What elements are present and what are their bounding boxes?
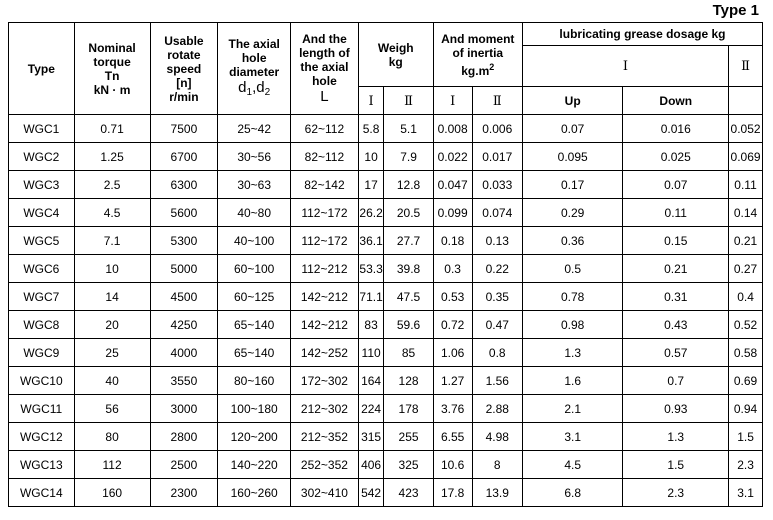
cell-diameter: 40~80 <box>218 199 291 227</box>
cell-length: 142~252 <box>291 339 359 367</box>
cell-length: 172~302 <box>291 367 359 395</box>
header-weight: Weigh kg <box>358 23 433 87</box>
cell-type: WGC14 <box>9 479 75 507</box>
cell-type: WGC6 <box>9 255 75 283</box>
cell-length: 82~142 <box>291 171 359 199</box>
cell-grease-down: 0.07 <box>623 171 729 199</box>
header-type: Type <box>9 23 75 115</box>
cell-torque: 112 <box>74 451 150 479</box>
header-speed: Usable rotate speed [n] r/min <box>150 23 218 115</box>
cell-weight-i: 315 <box>358 423 384 451</box>
cell-grease-down: 0.43 <box>623 311 729 339</box>
cell-length: 82~112 <box>291 143 359 171</box>
cell-grease-down: 0.025 <box>623 143 729 171</box>
cell-inertia-i: 1.27 <box>433 367 472 395</box>
cell-inertia-i: 0.099 <box>433 199 472 227</box>
header-diameter: The axial hole diameter $d_1,d_2$ <box>218 23 291 115</box>
cell-grease-down: 2.3 <box>623 479 729 507</box>
cell-torque: 14 <box>74 283 150 311</box>
cell-inertia-ii: 4.98 <box>472 423 522 451</box>
cell-weight-ii: 20.5 <box>384 199 433 227</box>
cell-grease-up: 6.8 <box>522 479 623 507</box>
cell-type: WGC1 <box>9 115 75 143</box>
cell-inertia-i: 0.53 <box>433 283 472 311</box>
cell-length: 142~212 <box>291 311 359 339</box>
cell-grease-up: 0.78 <box>522 283 623 311</box>
cell-inertia-ii: 13.9 <box>472 479 522 507</box>
cell-type: WGC4 <box>9 199 75 227</box>
cell-weight-i: 164 <box>358 367 384 395</box>
table-row <box>9 367 763 395</box>
table-row <box>9 395 763 423</box>
cell-type: WGC10 <box>9 367 75 395</box>
cell-grease-ii: 0.11 <box>729 171 763 199</box>
cell-weight-ii: 12.8 <box>384 171 433 199</box>
cell-inertia-ii: 0.006 <box>472 115 522 143</box>
table-body <box>9 115 763 507</box>
cell-inertia-i: 0.3 <box>433 255 472 283</box>
cell-type: WGC2 <box>9 143 75 171</box>
cell-inertia-i: 10.6 <box>433 451 472 479</box>
cell-speed: 3550 <box>150 367 218 395</box>
cell-length: 142~212 <box>291 283 359 311</box>
cell-diameter: 120~200 <box>218 423 291 451</box>
header-weight-i: Ⅰ <box>358 87 384 115</box>
table-row <box>9 171 763 199</box>
cell-type: WGC3 <box>9 171 75 199</box>
cell-weight-ii: 85 <box>384 339 433 367</box>
header-length: And the length of the axial hole L <box>291 23 359 115</box>
cell-grease-up: 1.6 <box>522 367 623 395</box>
cell-speed: 2800 <box>150 423 218 451</box>
cell-grease-up: 0.98 <box>522 311 623 339</box>
cell-weight-ii: 255 <box>384 423 433 451</box>
table-row <box>9 283 763 311</box>
cell-weight-ii: 59.6 <box>384 311 433 339</box>
cell-weight-i: 10 <box>358 143 384 171</box>
cell-grease-ii: 0.27 <box>729 255 763 283</box>
cell-grease-ii: 0.14 <box>729 199 763 227</box>
cell-inertia-i: 0.047 <box>433 171 472 199</box>
cell-diameter: 80~160 <box>218 367 291 395</box>
cell-grease-ii: 1.5 <box>729 423 763 451</box>
cell-weight-ii: 178 <box>384 395 433 423</box>
cell-grease-ii: 0.052 <box>729 115 763 143</box>
cell-length: 112~212 <box>291 255 359 283</box>
cell-length: 212~352 <box>291 423 359 451</box>
cell-grease-down: 0.016 <box>623 115 729 143</box>
cell-grease-down: 0.15 <box>623 227 729 255</box>
cell-speed: 5300 <box>150 227 218 255</box>
cell-torque: 56 <box>74 395 150 423</box>
cell-speed: 5000 <box>150 255 218 283</box>
cell-torque: 25 <box>74 339 150 367</box>
cell-inertia-i: 0.72 <box>433 311 472 339</box>
cell-inertia-ii: 1.56 <box>472 367 522 395</box>
cell-type: WGC8 <box>9 311 75 339</box>
cell-grease-up: 0.36 <box>522 227 623 255</box>
table-row <box>9 451 763 479</box>
cell-inertia-ii: 0.13 <box>472 227 522 255</box>
cell-inertia-i: 0.18 <box>433 227 472 255</box>
cell-weight-i: 71.1 <box>358 283 384 311</box>
cell-grease-ii: 0.58 <box>729 339 763 367</box>
cell-type: WGC9 <box>9 339 75 367</box>
cell-weight-i: 17 <box>358 171 384 199</box>
table-row <box>9 423 763 451</box>
cell-torque: 7.1 <box>74 227 150 255</box>
cell-grease-ii: 0.94 <box>729 395 763 423</box>
cell-length: 62~112 <box>291 115 359 143</box>
cell-torque: 1.25 <box>74 143 150 171</box>
header-torque: Nominal torque Tn kN · m <box>74 23 150 115</box>
header-weight-ii: Ⅱ <box>384 87 433 115</box>
cell-inertia-i: 0.008 <box>433 115 472 143</box>
cell-speed: 7500 <box>150 115 218 143</box>
cell-weight-ii: 325 <box>384 451 433 479</box>
cell-type: WGC11 <box>9 395 75 423</box>
cell-inertia-ii: 8 <box>472 451 522 479</box>
cell-speed: 4250 <box>150 311 218 339</box>
cell-diameter: 60~125 <box>218 283 291 311</box>
cell-speed: 2300 <box>150 479 218 507</box>
cell-speed: 4000 <box>150 339 218 367</box>
cell-type: WGC13 <box>9 451 75 479</box>
cell-grease-down: 0.7 <box>623 367 729 395</box>
cell-grease-down: 0.57 <box>623 339 729 367</box>
cell-grease-ii: 0.52 <box>729 311 763 339</box>
cell-grease-down: 0.11 <box>623 199 729 227</box>
cell-inertia-ii: 0.017 <box>472 143 522 171</box>
cell-grease-up: 1.3 <box>522 339 623 367</box>
coupling-spec-table <box>8 22 763 507</box>
cell-weight-i: 224 <box>358 395 384 423</box>
cell-grease-up: 0.17 <box>522 171 623 199</box>
cell-grease-down: 0.31 <box>623 283 729 311</box>
header-grease-ii: Ⅱ <box>729 46 763 87</box>
cell-diameter: 25~42 <box>218 115 291 143</box>
cell-weight-i: 36.1 <box>358 227 384 255</box>
cell-grease-up: 2.1 <box>522 395 623 423</box>
cell-length: 302~410 <box>291 479 359 507</box>
cell-weight-ii: 7.9 <box>384 143 433 171</box>
cell-grease-up: 3.1 <box>522 423 623 451</box>
cell-length: 252~352 <box>291 451 359 479</box>
cell-grease-up: 0.5 <box>522 255 623 283</box>
header-inertia-i: Ⅰ <box>433 87 472 115</box>
header-inertia-ii: Ⅱ <box>472 87 522 115</box>
cell-weight-i: 83 <box>358 311 384 339</box>
cell-weight-ii: 47.5 <box>384 283 433 311</box>
cell-grease-down: 1.3 <box>623 423 729 451</box>
cell-speed: 3000 <box>150 395 218 423</box>
cell-grease-up: 0.29 <box>522 199 623 227</box>
cell-grease-down: 0.93 <box>623 395 729 423</box>
cell-grease-down: 0.21 <box>623 255 729 283</box>
header-moment: And moment of inertia $kg.m^2$ <box>433 23 522 87</box>
cell-inertia-ii: 0.033 <box>472 171 522 199</box>
cell-diameter: 30~63 <box>218 171 291 199</box>
cell-inertia-ii: 0.35 <box>472 283 522 311</box>
cell-diameter: 100~180 <box>218 395 291 423</box>
table-row <box>9 311 763 339</box>
cell-torque: 80 <box>74 423 150 451</box>
cell-weight-ii: 5.1 <box>384 115 433 143</box>
cell-weight-i: 26.2 <box>358 199 384 227</box>
cell-torque: 40 <box>74 367 150 395</box>
header-grease-i: Ⅰ <box>522 46 728 87</box>
cell-length: 112~172 <box>291 227 359 255</box>
header-grease-down: Down <box>623 87 729 115</box>
cell-speed: 5600 <box>150 199 218 227</box>
header-grease-up: Up <box>522 87 623 115</box>
table-caption: Type 1 <box>712 2 759 19</box>
cell-grease-ii: 3.1 <box>729 479 763 507</box>
cell-inertia-ii: 2.88 <box>472 395 522 423</box>
table-row <box>9 143 763 171</box>
cell-grease-ii: 0.69 <box>729 367 763 395</box>
cell-torque: 4.5 <box>74 199 150 227</box>
cell-grease-ii: 2.3 <box>729 451 763 479</box>
cell-diameter: 40~100 <box>218 227 291 255</box>
cell-diameter: 160~260 <box>218 479 291 507</box>
header-grease-ii-blank <box>729 87 763 115</box>
cell-grease-ii: 0.4 <box>729 283 763 311</box>
cell-weight-ii: 39.8 <box>384 255 433 283</box>
header-grease: lubricating grease dosage kg <box>522 23 762 46</box>
table-row <box>9 199 763 227</box>
cell-weight-i: 110 <box>358 339 384 367</box>
table-row <box>9 479 763 507</box>
cell-grease-up: 4.5 <box>522 451 623 479</box>
cell-weight-i: 406 <box>358 451 384 479</box>
cell-weight-ii: 27.7 <box>384 227 433 255</box>
cell-torque: 160 <box>74 479 150 507</box>
cell-weight-i: 5.8 <box>358 115 384 143</box>
cell-inertia-i: 0.022 <box>433 143 472 171</box>
cell-speed: 6300 <box>150 171 218 199</box>
cell-type: WGC7 <box>9 283 75 311</box>
table-row <box>9 115 763 143</box>
cell-speed: 2500 <box>150 451 218 479</box>
cell-inertia-ii: 0.47 <box>472 311 522 339</box>
cell-inertia-ii: 0.22 <box>472 255 522 283</box>
cell-length: 112~172 <box>291 199 359 227</box>
cell-torque: 0.71 <box>74 115 150 143</box>
cell-inertia-i: 3.76 <box>433 395 472 423</box>
cell-inertia-i: 1.06 <box>433 339 472 367</box>
table-row <box>9 255 763 283</box>
cell-diameter: 30~56 <box>218 143 291 171</box>
cell-speed: 6700 <box>150 143 218 171</box>
cell-grease-ii: 0.069 <box>729 143 763 171</box>
cell-grease-up: 0.07 <box>522 115 623 143</box>
cell-grease-down: 1.5 <box>623 451 729 479</box>
cell-torque: 10 <box>74 255 150 283</box>
cell-diameter: 60~100 <box>218 255 291 283</box>
cell-inertia-i: 17.8 <box>433 479 472 507</box>
cell-torque: 20 <box>74 311 150 339</box>
cell-inertia-i: 6.55 <box>433 423 472 451</box>
cell-weight-ii: 423 <box>384 479 433 507</box>
table-row <box>9 339 763 367</box>
cell-grease-up: 0.095 <box>522 143 623 171</box>
cell-weight-i: 53.3 <box>358 255 384 283</box>
cell-diameter: 140~220 <box>218 451 291 479</box>
cell-inertia-ii: 0.074 <box>472 199 522 227</box>
cell-weight-i: 542 <box>358 479 384 507</box>
cell-diameter: 65~140 <box>218 311 291 339</box>
table-row <box>9 227 763 255</box>
cell-speed: 4500 <box>150 283 218 311</box>
cell-grease-ii: 0.21 <box>729 227 763 255</box>
cell-type: WGC12 <box>9 423 75 451</box>
cell-weight-ii: 128 <box>384 367 433 395</box>
cell-inertia-ii: 0.8 <box>472 339 522 367</box>
cell-torque: 2.5 <box>74 171 150 199</box>
cell-diameter: 65~140 <box>218 339 291 367</box>
cell-length: 212~302 <box>291 395 359 423</box>
cell-type: WGC5 <box>9 227 75 255</box>
